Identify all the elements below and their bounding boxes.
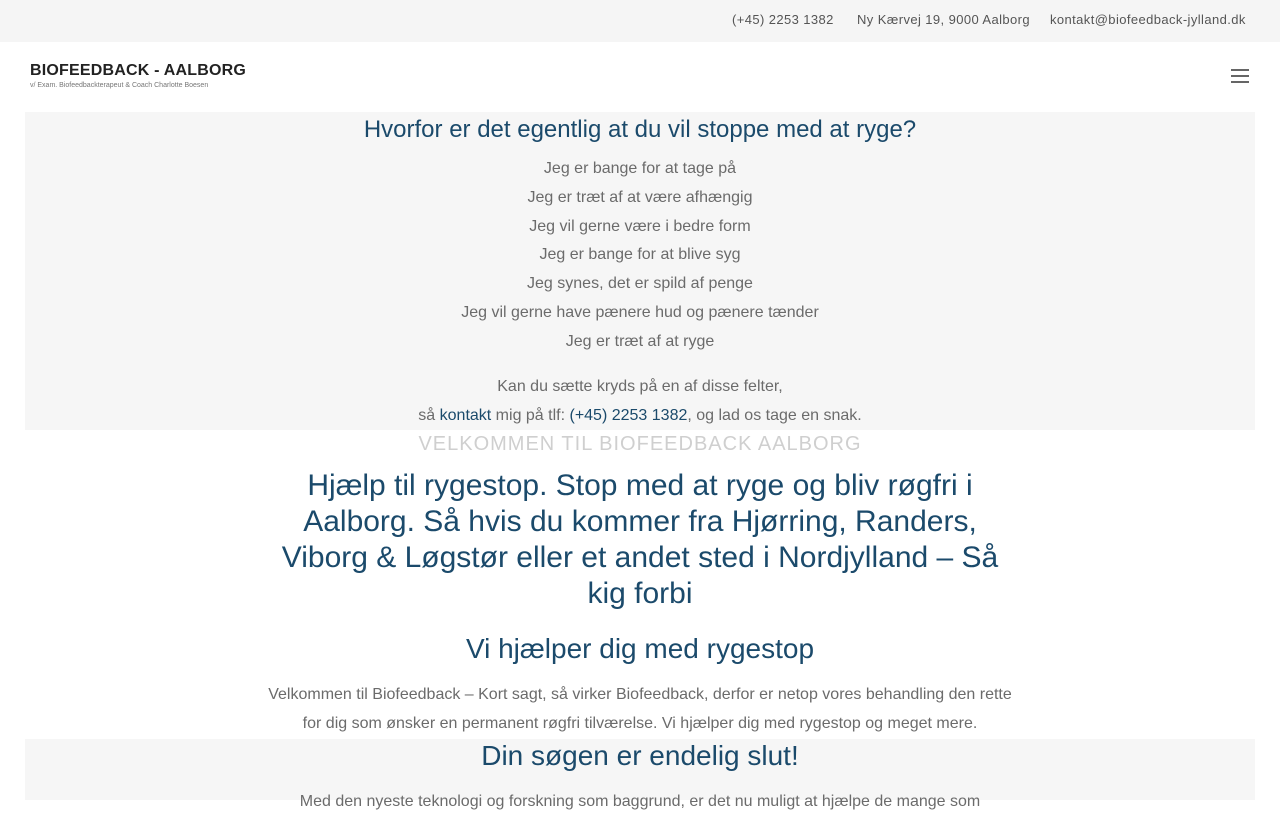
- welcome-tagline: VELKOMMEN TIL BIOFEEDBACK AALBORG: [418, 433, 862, 455]
- cta-middle: mig på tlf:: [491, 407, 570, 424]
- reasons-list: [25, 155, 1255, 357]
- cta-phone-link[interactable]: (+45) 2253 1382: [569, 407, 688, 424]
- cta-suffix: , og lad os tage en snak.: [687, 407, 862, 424]
- contact-link[interactable]: kontakt: [439, 407, 492, 424]
- cta-prefix: så: [418, 407, 440, 424]
- site-logo[interactable]: [30, 62, 246, 90]
- topbar-address: Ny Kærvej 19, 9000 Aalborg: [857, 12, 1030, 27]
- top-contact-bar: [0, 0, 1280, 42]
- reason-item: Jeg synes, det er spild af penge: [527, 275, 753, 293]
- bottom-heading: Din søgen er endelig slut!: [481, 740, 799, 771]
- topbar-phone-link[interactable]: (+45) 2253 1382: [732, 12, 834, 27]
- reason-item: Jeg er bange for at tage på: [543, 160, 737, 177]
- site-header: [0, 42, 1280, 112]
- search-over-section: [25, 739, 1255, 810]
- intro-section: [25, 112, 1255, 430]
- cta-line-2: [25, 401, 1255, 430]
- reason-item: Jeg vil gerne være i bedre form: [529, 217, 751, 235]
- reason-item: Jeg er bange for at blive syg: [539, 246, 741, 264]
- reason-item: Jeg er træt af at ryge: [565, 332, 715, 350]
- intro-heading: Hvorfor er det egentlig at du vil stoppe med at ryge?: [363, 116, 917, 143]
- logo-title: BIOFEEDBACK - AALBORG: [30, 62, 247, 79]
- hamburger-menu-icon[interactable]: [1228, 68, 1252, 86]
- page-title: Hjælp til rygestop. Stop med at ryge og bliv røgfri i Aalborg. Så hvis du kommer fra Hjørring, Randers, Viborg & Løgstør eller et andet sted i Nordjylland – Så kig forbi: [281, 469, 999, 610]
- welcome-paragraph: Velkommen til Biofeedback – Kort sagt, så virker Biofeedback, derfor er netop vores behandling den rette for dig som ønsker en permanent røgfri tilværelse. Vi hjælper dig med rygestop og meget mere.: [268, 686, 1012, 732]
- reason-item: Jeg vil gerne have pænere hud og pænere tænder: [461, 303, 819, 321]
- bottom-paragraph: Med den nyeste teknologi og forskning som baggrund, er det nu muligt at hjælpe de mange som: [299, 793, 981, 810]
- cta-line-1: Kan du sætte kryds på en af disse felter,: [497, 378, 783, 395]
- section-subtitle: Vi hjælper dig med rygestop: [465, 633, 815, 664]
- topbar-email-link[interactable]: kontakt@biofeedback-jylland.dk: [1050, 12, 1246, 27]
- contact-cta: [25, 372, 1255, 430]
- logo-subtitle: v/ Exam. Biofeedbackterapeut & Coach Charlotte Boesen: [30, 82, 209, 89]
- reason-item: Jeg er træt af at være afhængig: [527, 188, 753, 206]
